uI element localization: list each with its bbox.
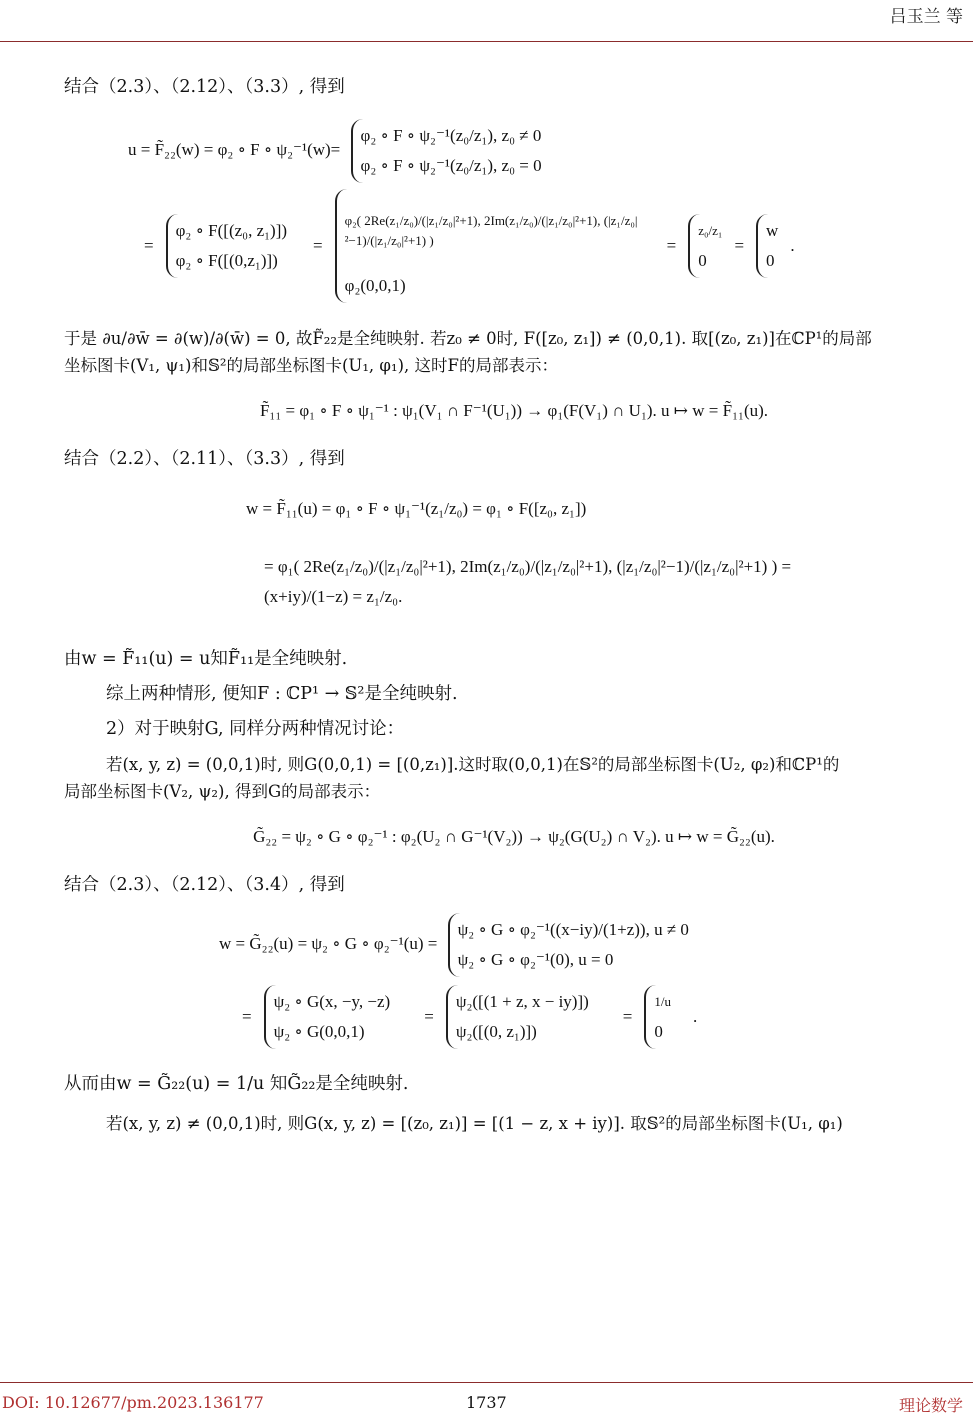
- case-line: z₀/z₁: [698, 223, 723, 238]
- case-line: w: [766, 221, 779, 240]
- paragraph-text: 从而由w = G̃₂₂(u) = 1/u 知G̃₂₂是全纯映射.: [64, 1074, 409, 1094]
- paragraph-text: 结合（2.2）、（2.11）、（3.3）, 得到: [64, 449, 345, 469]
- page-footer: [0, 1382, 973, 1415]
- equation-block-1: [128, 119, 964, 183]
- case-line: ψ₂ ∘ G(x, −y, −z): [273, 992, 391, 1011]
- cases-brace: [335, 189, 645, 303]
- equals-sign: =: [313, 236, 323, 255]
- equals-sign: =: [424, 1007, 434, 1026]
- case-line: 0: [766, 251, 775, 270]
- case-line: φ₂( 2Re(z₁/z₀)/(|z₁/z₀|²+1), 2Im(z₁/z₀)/(|z₁/z₀|²+1), (|z₁/z₀|²−1)/(|z₁/z₀|²+1) ): [344, 213, 638, 248]
- cases-brace: [351, 119, 542, 183]
- equals-sign: =: [734, 236, 745, 255]
- paragraph-text: 综上两种情形, 便知F : ℂP¹ → 𝕊²是全纯映射.: [106, 684, 458, 704]
- paragraph-text: 于是 ∂u/∂w̄ = ∂(w)/∂(w̄) = 0, 故F̃₂₂是全纯映射. 若z₀ ≠ 0时, F([z₀, z₁]) ≠ (0,0,1). 取[(z₀, z₁)]在ℂP¹的局部: [64, 329, 872, 348]
- equation-line: F̃₁₁ = φ₁ ∘ F ∘ ψ₁⁻¹ : ψ₁(V₁ ∩ F⁻¹(U₁)) → φ₁(F(V₁) ∩ U₁). u ↦ w = F̃₁₁(u).: [259, 401, 769, 420]
- footer-doi[interactable]: DOI: 10.12677/pm.2023.136177: [2, 1393, 264, 1412]
- cases-brace: [644, 985, 671, 1049]
- equals-sign: =: [242, 1007, 252, 1026]
- header-author: 吕玉兰 等: [889, 7, 963, 27]
- equation-lhs: u = F̃₂₂(w) = φ₂ ∘ F ∘ ψ₂⁻¹(w)=: [128, 139, 341, 159]
- equation-block-5b: [242, 985, 964, 1049]
- case-line: ψ₂ ∘ G ∘ φ₂⁻¹((x−iy)/(1+z)), u ≠ 0: [457, 920, 689, 939]
- case-line: φ₂ ∘ F([(z₀, z₁)]): [175, 221, 288, 240]
- paragraph-text: 2）对于映射G, 同样分两种情况讨论：: [106, 719, 405, 739]
- cases-brace: [264, 985, 391, 1049]
- equation-block-5: [219, 913, 964, 977]
- equals-sign: =: [622, 1007, 633, 1026]
- cases-brace: [166, 214, 287, 278]
- paragraph-text: 局部坐标图卡(V₂, ψ₂), 得到G的局部表示：: [64, 782, 381, 801]
- case-line: ψ₂ ∘ G ∘ φ₂⁻¹(0), u = 0: [457, 950, 614, 969]
- equation-line: w = F̃₁₁(u) = φ₁ ∘ F ∘ ψ₁⁻¹(z₁/z₀) = φ₁ ∘ F([z₀, z₁]): [246, 499, 587, 518]
- case-line: 0: [698, 251, 707, 270]
- case-line: ψ₂([(1 + z, x − iy)]): [455, 992, 589, 1011]
- cases-brace: [756, 214, 778, 278]
- case-line: ψ₂([(0, z₁)]): [455, 1022, 537, 1041]
- case-line: ψ₂ ∘ G(0,0,1): [273, 1022, 365, 1041]
- paragraph-text: 结合（2.3）、（2.12）、（3.3）, 得到: [64, 77, 345, 97]
- paragraph-text: 若(x, y, z) ≠ (0,0,1)时, 则G(x, y, z) = [(z₀, z₁)] = [(1 − z, x + iy)]. 取𝕊²的局部坐标图卡(U₁, φ₁): [106, 1114, 843, 1133]
- paragraph-text: 由w = F̃₁₁(u) = u知F̃₁₁是全纯映射.: [64, 649, 348, 669]
- equation-line: G̃₂₂ = ψ₂ ∘ G ∘ φ₂⁻¹ : φ₂(U₂ ∩ G⁻¹(V₂)) → ψ₂(G(U₂) ∩ V₂). u ↦ w = G̃₂₂(u).: [253, 827, 775, 846]
- case-line: φ₂ ∘ F ∘ ψ₂⁻¹(z₀/z₁), z₀ ≠ 0: [360, 126, 542, 145]
- cases-brace: [688, 214, 722, 278]
- period: .: [790, 236, 795, 255]
- page-header: [0, 0, 973, 42]
- case-line: 1/u: [654, 994, 672, 1009]
- footer-journal[interactable]: 理论数学: [898, 1396, 963, 1415]
- paragraph-text: 坐标图卡(V₁, ψ₁)和𝕊²的局部坐标图卡(U₁, φ₁), 这时F的局部表示：: [64, 356, 558, 375]
- cases-brace: [446, 985, 589, 1049]
- footer-page-number: 1737: [466, 1393, 507, 1412]
- cases-brace: [448, 913, 689, 977]
- case-line: φ₂ ∘ F([(0,z₁)]): [175, 251, 278, 270]
- page-body: [64, 60, 964, 1137]
- equation-block-1b: [144, 189, 964, 303]
- case-line: φ₂(0,0,1): [344, 276, 406, 295]
- period: .: [693, 1007, 698, 1026]
- equals-sign: =: [144, 236, 154, 255]
- equation-line: = φ₁( 2Re(z₁/z₀)/(|z₁/z₀|²+1), 2Im(z₁/z₀)/(|z₁/z₀|²+1), (|z₁/z₀|²−1)/(|z₁/z₀|²+1) ) = (x+iy)/(1−z) = z₁/z₀.: [264, 557, 792, 606]
- equals-sign: =: [666, 236, 677, 255]
- paragraph-text: 若(x, y, z) = (0,0,1)时, 则G(0,0,1) = [(0,z₁)].这时取(0,0,1)在𝕊²的局部坐标图卡(U₂, φ₂)和ℂP¹的: [106, 755, 840, 774]
- case-line: 0: [654, 1022, 663, 1041]
- case-line: φ₂ ∘ F ∘ ψ₂⁻¹(z₀/z₁), z₀ = 0: [360, 156, 542, 175]
- equation-lhs: w = G̃₂₂(u) = ψ₂ ∘ G ∘ φ₂⁻¹(u) =: [219, 933, 438, 953]
- paragraph-text: 结合（2.3）、（2.12）、（3.4）, 得到: [64, 875, 345, 895]
